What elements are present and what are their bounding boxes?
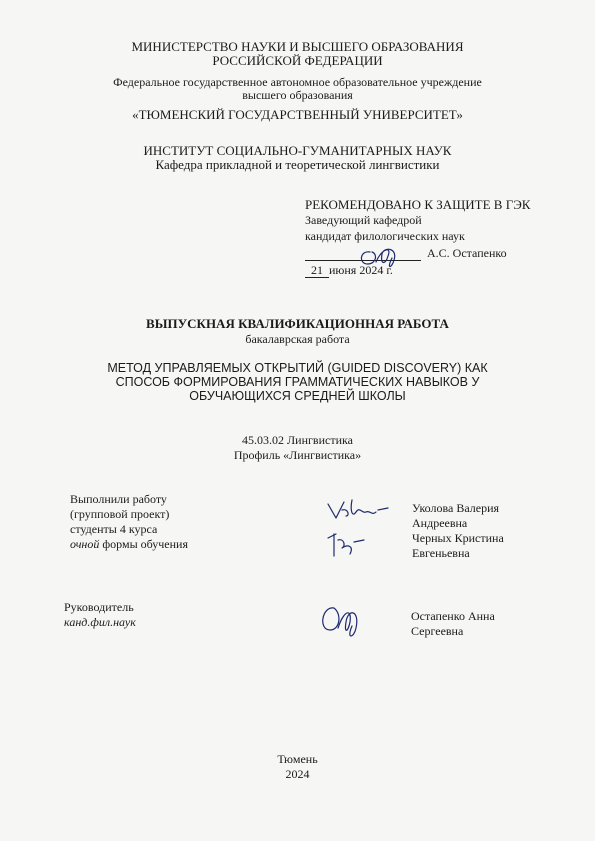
ministry-header [0, 40, 595, 68]
approval-head-name: А.С. Остапенко [427, 246, 507, 260]
approval-degree: кандидат филологических наук [305, 229, 465, 243]
author-2-line-1: Черных Кристина [412, 531, 504, 545]
work-type: ВЫПУСКНАЯ КВАЛИФИКАЦИОННАЯ РАБОТА [146, 316, 449, 331]
specialty-code: 45.03.02 Лингвистика [242, 433, 353, 447]
footer-city: Тюмень [277, 752, 318, 766]
supervisor-name-line-1: Остапенко Анна [411, 609, 495, 623]
authors-label-line-4 [70, 537, 270, 552]
work-title-line-3: ОБУЧАЮЩИХСЯ СРЕДНЕЙ ШКОЛЫ [189, 389, 406, 403]
footer [0, 752, 595, 782]
institute-block [0, 144, 595, 172]
approval-date [305, 264, 575, 278]
specialty-profile: Профиль «Лингвистика» [233, 448, 362, 462]
supervisor-degree: канд.фил.наук [64, 615, 136, 629]
authors-label [70, 492, 270, 552]
institution-type [0, 76, 595, 102]
ministry-line-2: РОССИЙСКОЙ ФЕДЕРАЦИИ [212, 53, 383, 68]
institute-name: ИНСТИТУТ СОЦИАЛЬНО-ГУМАНИТАРНЫХ НАУК [143, 143, 452, 158]
study-form-rest: формы обучения [99, 537, 188, 551]
work-title [0, 361, 595, 403]
author-1-line-2: Андреевна [412, 516, 468, 530]
authors-label-line-3: студенты 4 курса [70, 522, 158, 536]
department-name: Кафедра прикладной и теоретической лингвистики [155, 157, 440, 172]
study-form-italic: очной [70, 537, 100, 551]
author-1-line-1: Уколова Валерия [412, 501, 500, 515]
university-name: «ТЮМЕНСКИЙ ГОСУДАРСТВЕННЫЙ УНИВЕРСИТЕТ» [132, 107, 463, 122]
footer-year: 2024 [285, 767, 310, 781]
handwritten-signature-author1 [322, 494, 392, 526]
approval-title: РЕКОМЕНДОВАНО К ЗАЩИТЕ В ГЭК [305, 197, 531, 212]
work-level: бакалаврская работа [245, 332, 350, 346]
supervisor-title: Руководитель [64, 600, 134, 614]
approval-date-day: 21 [305, 264, 329, 278]
ministry-line-1: МИНИСТЕРСТВО НАУКИ И ВЫСШЕГО ОБРАЗОВАНИЯ [131, 39, 464, 54]
handwritten-signature-head [352, 240, 412, 270]
supervisor-name-line-2: Сергеевна [411, 624, 464, 638]
approval-position: Заведующий кафедрой [305, 213, 422, 227]
supervisor-label [64, 600, 264, 630]
authors-names [412, 501, 582, 561]
work-title-line-1: МЕТОД УПРАВЛЯЕМЫХ ОТКРЫТИЙ (GUIDED DISCOVERY) КАК [107, 361, 488, 375]
work-title-line-2: СПОСОБ ФОРМИРОВАНИЯ ГРАММАТИЧЕСКИХ НАВЫКОВ У [115, 375, 480, 389]
institution-type-line-1: Федеральное государственное автономное образовательное учреждение [113, 75, 482, 89]
handwritten-signature-supervisor [316, 598, 376, 642]
approval-block [305, 198, 575, 278]
authors-label-line-2: (групповой проект) [70, 507, 170, 521]
handwritten-signature-author2 [324, 530, 374, 560]
approval-date-month-year: июня 2024 г. [329, 263, 393, 277]
author-2-line-2: Евгеньевна [412, 546, 470, 560]
institution-type-line-2: высшего образования [242, 88, 353, 102]
supervisor-name [411, 609, 581, 639]
approval-signature-line [305, 247, 575, 261]
specialty-block [0, 434, 595, 462]
authors-label-line-1: Выполнили работу [70, 492, 167, 506]
